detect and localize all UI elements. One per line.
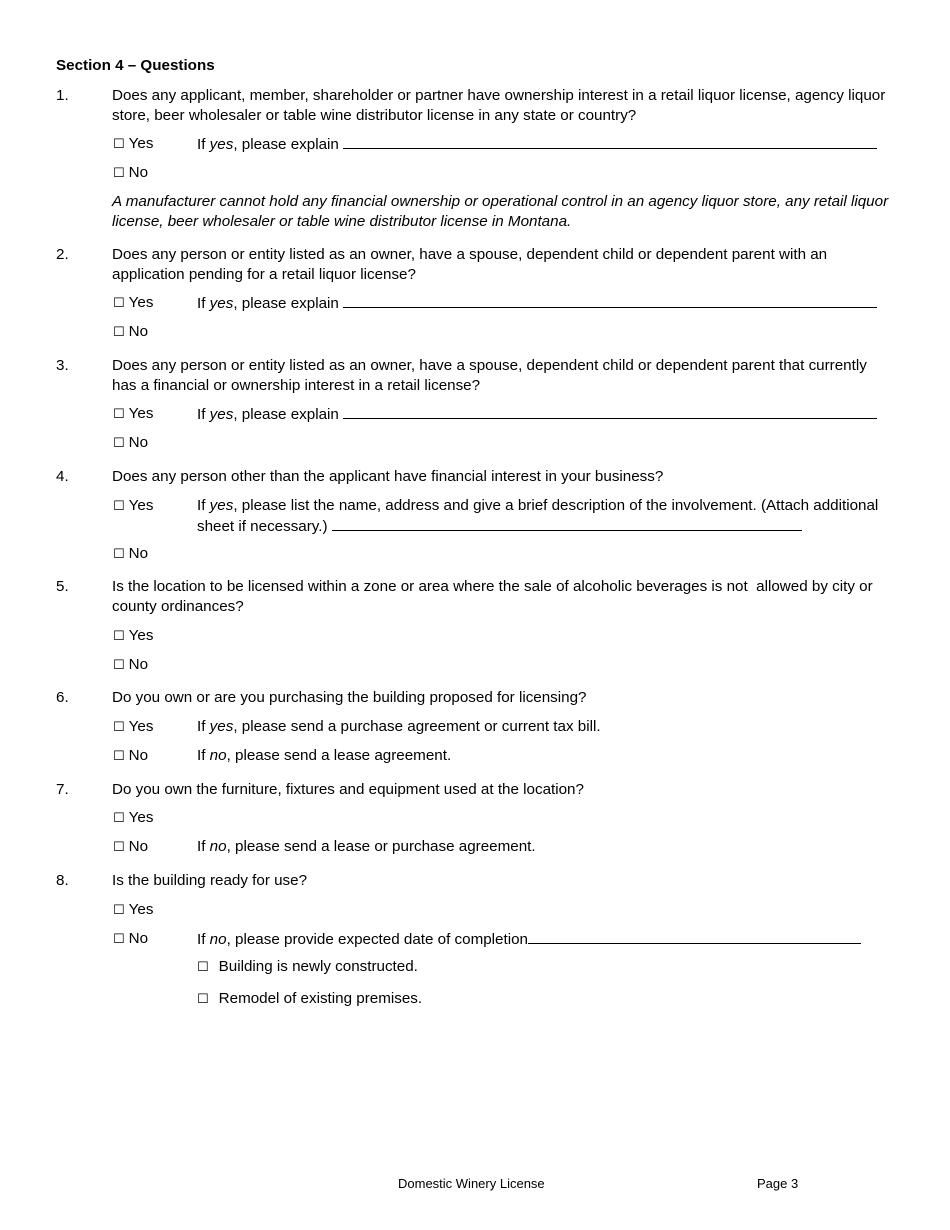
q7-no-instruction: If no, please send a lease or purchase agreement. [197,838,536,855]
q6-no-checkbox[interactable]: ☐ [113,749,125,764]
question-6-text: Do you own or are you purchasing the building proposed for licensing? [112,689,587,706]
q3-no-label: No [128,434,149,451]
q2-yes-instruction: If yes, please explain [197,293,877,314]
q7-no-checkbox[interactable]: ☐ [113,840,125,855]
q6-yes-label: Yes [128,718,154,735]
q3-no-checkbox[interactable]: ☐ [113,436,125,451]
question-4-number: 4. [56,468,69,485]
q1-note: A manufacturer cannot hold any financial ownership or operational control in an agency liquor store, any retail liquor license, beer wholesaler or table wine distributor license in Montana. [112,193,889,230]
q1-no-label: No [128,164,149,181]
q7-no-option[interactable] [113,837,148,858]
question-5-number: 5. [56,578,69,595]
q8-yes-checkbox[interactable]: ☐ [113,903,125,918]
q8-no-instruction: If no, please provide expected date of completion [197,929,861,950]
q4-no-label: No [128,545,149,562]
q8-no-label: No [128,930,149,947]
question-5-text: Is the location to be licensed within a zone or area where the sale of alcoholic beverages is not allowed by city or county ordinances? [112,578,877,615]
q2-no-checkbox[interactable]: ☐ [113,325,125,340]
q3-yes-label: Yes [128,405,154,422]
q1-yes-checkbox[interactable]: ☐ [113,137,125,152]
q8-sub-option-remodel[interactable] [197,989,422,1010]
q4-no-option[interactable] [113,544,148,565]
q8-yes-label: Yes [128,901,154,918]
q2-no-option[interactable] [113,322,148,343]
q5-no-option[interactable] [113,655,148,676]
q8-no-checkbox[interactable]: ☐ [113,932,125,947]
q3-yes-option[interactable] [113,404,153,425]
q6-no-instruction: If no, please send a lease agreement. [197,747,452,764]
question-7-text: Do you own the furniture, fixtures and equipment used at the location? [112,781,584,798]
q3-yes-checkbox[interactable]: ☐ [113,407,125,422]
q7-no-label: No [128,838,149,855]
q8-new-construction-checkbox[interactable]: ☐ [197,960,209,975]
q5-no-label: No [128,656,149,673]
q4-explain-line[interactable] [332,516,802,531]
q3-explain-line[interactable] [343,404,877,419]
q2-yes-checkbox[interactable]: ☐ [113,296,125,311]
q4-yes-instruction: If yes, please list the name, address and give a brief description of the involvement. (Attach additional sheet if necessary.) [197,497,879,535]
q7-yes-label: Yes [128,809,154,826]
q6-no-option[interactable] [113,746,148,767]
question-2-text: Does any person or entity listed as an owner, have a spouse, dependent child or dependent parent with an application pending for a retail liquor license? [112,246,828,283]
question-6-number: 6. [56,689,69,706]
q3-no-option[interactable] [113,433,148,454]
q5-yes-checkbox[interactable]: ☐ [113,629,125,644]
q1-yes-instruction: If yes, please explain [197,134,877,155]
q7-yes-checkbox[interactable]: ☐ [113,811,125,826]
q6-no-label: No [128,747,149,764]
question-8-number: 8. [56,872,69,889]
q4-no-checkbox[interactable]: ☐ [113,547,125,562]
q6-yes-instruction: If yes, please send a purchase agreement or current tax bill. [197,718,601,735]
q4-yes-label: Yes [128,497,154,514]
q5-no-checkbox[interactable]: ☐ [113,658,125,673]
q8-sub-option-new[interactable] [197,957,418,978]
q1-no-checkbox[interactable]: ☐ [113,166,125,181]
q8-new-construction-label: Building is newly constructed. [218,958,418,975]
question-8-text: Is the building ready for use? [112,872,308,889]
q7-yes-option[interactable] [113,808,153,829]
q6-yes-option[interactable] [113,717,153,738]
q8-no-option[interactable] [113,929,148,950]
q2-yes-label: Yes [128,294,154,311]
q6-yes-checkbox[interactable]: ☐ [113,720,125,735]
q5-yes-label: Yes [128,627,154,644]
q1-no-option[interactable] [113,163,148,184]
question-1-text: Does any applicant, member, shareholder or partner have ownership interest in a retail liquor license, agency liquor store, beer wholesaler or table wine distributor license in any state or country? [112,87,886,124]
q5-yes-option[interactable] [113,626,153,647]
q2-yes-option[interactable] [113,293,153,314]
q8-yes-option[interactable] [113,900,153,921]
footer-form-name: Domestic Winery License [398,1176,545,1191]
q8-remodel-label: Remodel of existing premises. [218,990,423,1007]
q4-yes-checkbox[interactable]: ☐ [113,499,125,514]
question-7-number: 7. [56,781,69,798]
q2-no-label: No [128,323,149,340]
question-4-text: Does any person other than the applicant have financial interest in your business? [112,468,664,485]
q8-completion-date-line[interactable] [528,929,861,944]
section-title: Section 4 – Questions [56,57,215,74]
question-2-number: 2. [56,246,69,263]
q1-explain-line[interactable] [343,134,877,149]
footer-page-number: Page 3 [757,1176,799,1191]
q4-yes-option[interactable] [113,496,153,517]
q8-remodel-checkbox[interactable]: ☐ [197,992,209,1007]
question-3-number: 3. [56,357,69,374]
q2-explain-line[interactable] [343,293,877,308]
q1-yes-option[interactable] [113,134,153,155]
q3-yes-instruction: If yes, please explain [197,404,877,425]
question-1-number: 1. [56,87,69,104]
q1-yes-label: Yes [128,135,154,152]
question-3-text: Does any person or entity listed as an owner, have a spouse, dependent child or dependent parent that currently has a financial or ownership interest in a retail license? [112,357,867,394]
